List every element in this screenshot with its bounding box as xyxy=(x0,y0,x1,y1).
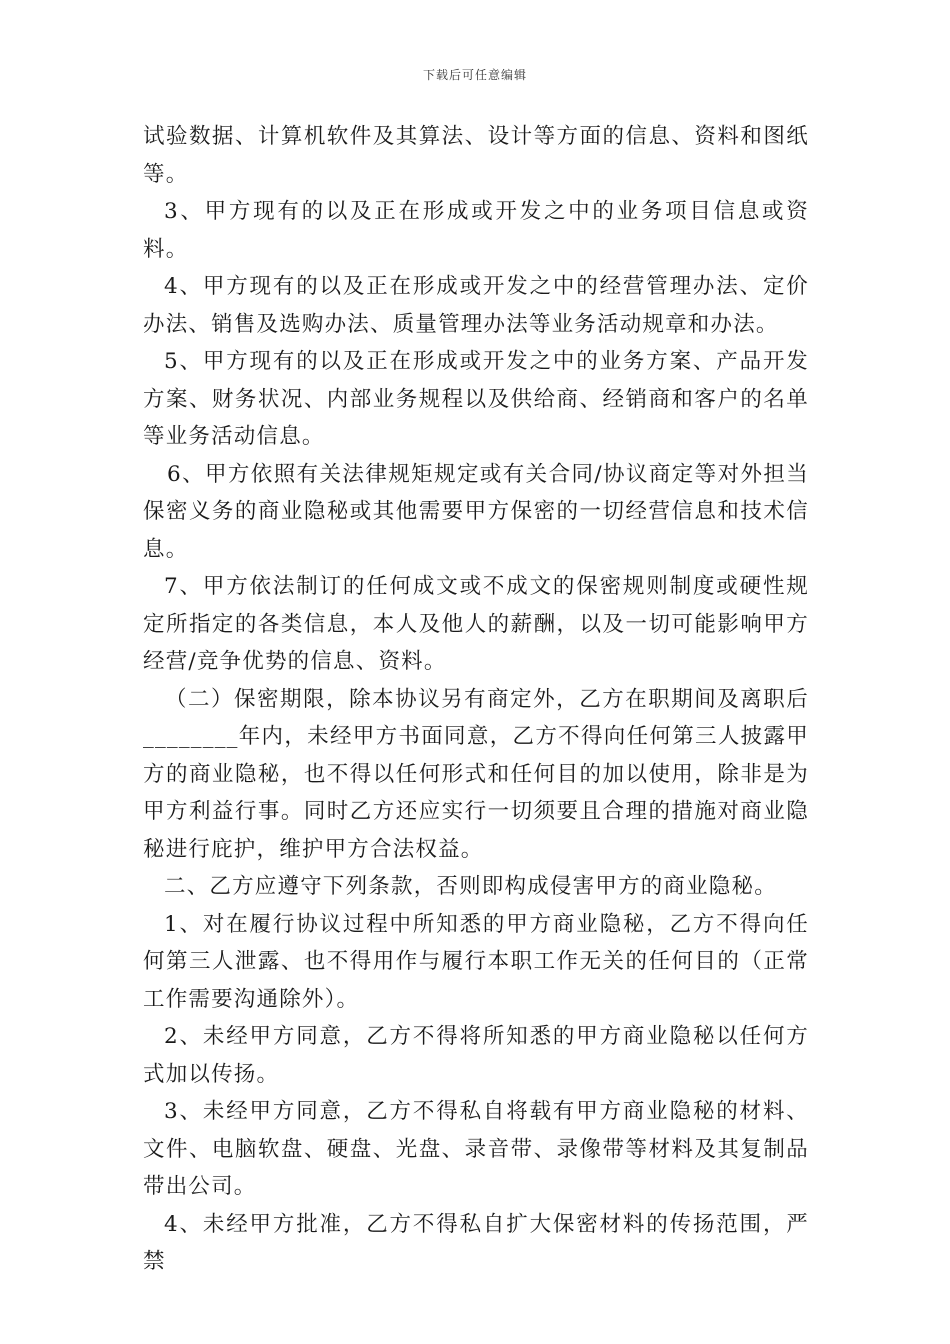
paragraph-item-5: 5、甲方现有的以及正在形成或开发之中的业务方案、产品开发方案、财务状况、内部业务规程以及供给商、经销商和客户的名单等业务活动信息。 xyxy=(143,349,809,449)
section-heading-two: 二、乙方应遵守下列条款，否则即构成侵害甲方的商业隐秘。 xyxy=(164,874,777,899)
paragraph-confidentiality-period: （二）保密期限，除本协议另有商定外，乙方在职期间及离职后________年内，未经甲方书面同意，乙方不得向任何第三人披露甲方的商业隐秘，也不得以任何形式和任何目的加以使用，除非是为甲方利益行事。同时乙方还应实行一切须要且合理的措施对商业隐秘进行庇护，维护甲方合法权益。 xyxy=(143,686,809,862)
page-header: 下载后可任意编辑 xyxy=(422,68,527,82)
paragraph-item-4: 4、甲方现有的以及正在形成或开发之中的经营管理办法、定价办法、销售及选购办法、质量管理办法等业务活动规章和办法。 xyxy=(143,274,809,337)
paragraph-clause-1: 1、对在履行协议过程中所知悉的甲方商业隐秘，乙方不得向任何第三人泄露、也不得用作与履行本职工作无关的任何目的（正常工作需要沟通除外）。 xyxy=(143,911,809,1012)
document-body xyxy=(143,118,809,1281)
paragraph-clause-3: 3、未经甲方同意，乙方不得私自将载有甲方商业隐秘的材料、文件、电脑软盘、硬盘、光盘、录音带、录像带等材料及其复制品带出公司。 xyxy=(143,1099,809,1199)
paragraph-clause-4: 4、未经甲方批准，乙方不得私自扩大保密材料的传扬范围，严禁 xyxy=(143,1211,809,1274)
paragraph-continuation: 试验数据、计算机软件及其算法、设计等方面的信息、资料和图纸等。 xyxy=(143,124,809,187)
paragraph-item-3: 3、甲方现有的以及正在形成或开发之中的业务项目信息或资料。 xyxy=(143,199,809,262)
paragraph-item-6: 6、甲方依照有关法律规矩规定或有关合同/协议商定等对外担当保密义务的商业隐秘或其他需要甲方保密的一切经营信息和技术信息。 xyxy=(143,461,809,562)
paragraph-item-7: 7、甲方依法制订的任何成文或不成文的保密规则制度或硬性规定所指定的各类信息，本人及他人的薪酬，以及一切可能影响甲方经营/竞争优势的信息、资料。 xyxy=(143,574,809,674)
paragraph-clause-2: 2、未经甲方同意，乙方不得将所知悉的甲方商业隐秘以任何方式加以传扬。 xyxy=(143,1024,809,1087)
